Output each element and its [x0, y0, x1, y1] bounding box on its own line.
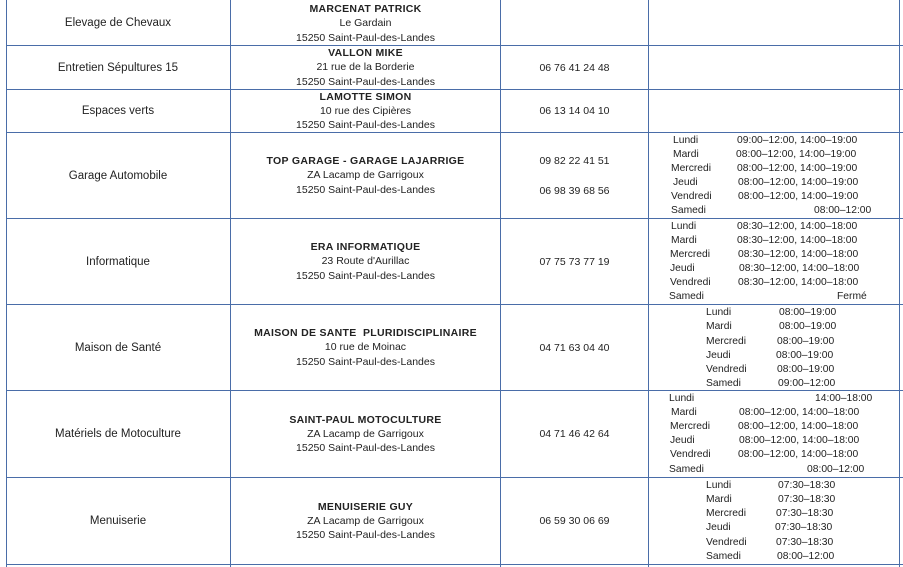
- hours-time: 14:00–18:00: [815, 393, 873, 404]
- hours-day: Samedi: [669, 291, 704, 302]
- business-cell: [231, 133, 500, 218]
- hours-day: Vendredi: [670, 449, 711, 460]
- hours-time: 08:00–12:00, 14:00–19:00: [738, 191, 859, 202]
- hours-day: Samedi: [706, 551, 741, 562]
- hours-day: Mercredi: [670, 421, 711, 432]
- business-name: MARCENAT PATRICK: [309, 3, 422, 15]
- hours-day: Mardi: [671, 235, 697, 246]
- business-name: LAMOTTE SIMON: [319, 90, 412, 103]
- category-cell: Espaces verts: [81, 105, 155, 117]
- phone-cell: [501, 478, 648, 564]
- business-postcode: 15250 Saint-Paul-des-Landes: [296, 529, 435, 542]
- phone-number[interactable]: 07 75 73 77 19: [539, 255, 610, 268]
- phone-cell: [501, 391, 648, 477]
- hours-day: Mardi: [706, 321, 732, 332]
- phone-cell: [501, 219, 648, 304]
- business-cell: [231, 478, 500, 564]
- hours-time: 08:00–19:00: [779, 307, 837, 318]
- hours-day: Samedi: [669, 464, 704, 475]
- category-cell: Garage Automobile: [68, 169, 168, 182]
- hours-time: 09:00–12:00: [778, 378, 836, 389]
- hours-time: 08:00–12:00, 14:00–19:00: [736, 149, 857, 160]
- hours-time: 08:00–12:00: [777, 551, 835, 562]
- hours-time: 08:30–12:00, 14:00–18:00: [738, 249, 859, 260]
- business-cell: [231, 90, 500, 132]
- hours-day: Jeudi: [706, 350, 731, 361]
- business-address: 23 Route d'Aurillac: [321, 255, 410, 268]
- category-cell: Matériels de Motoculture: [55, 428, 181, 440]
- category-cell: Menuiserie: [89, 515, 147, 527]
- business-cell: [231, 219, 500, 304]
- category-cell: Maison de Santé: [74, 341, 162, 354]
- opening-hours: [649, 220, 899, 304]
- business-postcode: 15250 Saint-Paul-des-Landes: [296, 269, 435, 282]
- category-cell: Informatique: [86, 255, 150, 268]
- business-name: VALLON MIKE: [328, 47, 403, 60]
- hours-day: Samedi: [706, 378, 741, 389]
- hours-time: 08:00–19:00: [776, 350, 834, 361]
- hours-day: Vendredi: [706, 364, 747, 375]
- table-row: [0, 46, 903, 89]
- phone-number[interactable]: 06 59 30 06 69: [539, 515, 610, 527]
- hours-day: Mercredi: [670, 249, 711, 260]
- business-address: 10 rue des Cipières: [319, 104, 412, 117]
- hours-day: Mercredi: [706, 336, 747, 347]
- category-cell: Entretien Sépultures 15: [57, 61, 179, 74]
- business-postcode: 15250 Saint-Paul-des-Landes: [296, 355, 435, 368]
- hours-day: Jeudi: [670, 435, 695, 446]
- business-postcode: 15250 Saint-Paul-des-Landes: [296, 119, 435, 132]
- hours-time: 09:00–12:00, 14:00–19:00: [737, 135, 858, 146]
- phone-cell: [501, 46, 648, 89]
- hours-time: 08:00–12:00, 14:00–19:00: [737, 163, 858, 174]
- hours-time: 07:30–18:30: [776, 537, 834, 548]
- hours-day: Jeudi: [706, 522, 731, 533]
- business-name: ERA INFORMATIQUE: [310, 241, 421, 254]
- opening-hours: [649, 479, 899, 564]
- business-name: SAINT-PAUL MOTOCULTURE: [289, 413, 442, 426]
- phone-number[interactable]: 04 71 46 42 64: [539, 428, 610, 440]
- opening-hours: [649, 392, 899, 477]
- table-row: [0, 0, 903, 45]
- hours-day: Mardi: [671, 407, 697, 418]
- hours-day: Jeudi: [673, 177, 698, 188]
- table-row: [0, 305, 903, 390]
- phone-number-secondary[interactable]: 06 98 39 68 56: [539, 184, 610, 197]
- hours-time: 08:00–12:00: [814, 205, 872, 216]
- hours-time: 08:00–19:00: [777, 364, 835, 375]
- hours-time: 08:00–12:00, 14:00–18:00: [739, 407, 860, 418]
- opening-hours: [649, 306, 899, 390]
- hours-day: Mardi: [673, 149, 699, 160]
- hours-day: Mercredi: [671, 163, 712, 174]
- table-row: [0, 219, 903, 304]
- category-cell: Elevage de Chevaux: [64, 16, 172, 29]
- business-address: ZA Lacamp de Garrigoux: [307, 169, 424, 182]
- phone-cell: [501, 133, 648, 218]
- hours-time: Fermé: [837, 291, 867, 302]
- hours-day: Vendredi: [670, 277, 711, 288]
- hours-day: Vendredi: [671, 191, 712, 202]
- hours-time: 08:30–12:00, 14:00–18:00: [739, 263, 860, 274]
- phone-number[interactable]: 06 13 14 04 10: [539, 105, 610, 117]
- hours-time: 08:00–12:00, 14:00–18:00: [739, 435, 860, 446]
- hours-day: Lundi: [706, 307, 732, 318]
- phone-number[interactable]: 06 76 41 24 48: [539, 61, 610, 74]
- business-name: TOP GARAGE - GARAGE LAJARRIGE: [266, 155, 465, 168]
- hours-time: 08:00–12:00, 14:00–19:00: [738, 177, 859, 188]
- table-row: [0, 478, 903, 564]
- phone-number[interactable]: 09 82 22 41 51: [539, 154, 610, 167]
- phone-cell: [501, 90, 648, 132]
- business-name: MENUISERIE GUY: [317, 500, 414, 513]
- business-name: MAISON DE SANTE PLURIDISCIPLINAIRE: [254, 327, 477, 340]
- business-postcode: 15250 Saint-Paul-des-Landes: [296, 75, 435, 88]
- hours-time: 08:00–12:00, 14:00–18:00: [738, 449, 859, 460]
- hours-time: 08:30–12:00, 14:00–18:00: [737, 221, 858, 232]
- hours-time: 08:30–12:00, 14:00–18:00: [738, 277, 859, 288]
- table-row: [0, 90, 903, 132]
- hours-day: Lundi: [706, 480, 732, 491]
- hours-time: 08:00–19:00: [779, 321, 837, 332]
- business-address: Le Gardain: [339, 17, 392, 30]
- hours-time: 08:00–12:00: [807, 464, 865, 475]
- business-address: ZA Lacamp de Garrigoux: [307, 514, 424, 527]
- row-divider: [6, 564, 903, 565]
- table-row: [0, 133, 903, 218]
- hours-day: Mardi: [706, 494, 732, 505]
- hours-day: Jeudi: [670, 263, 695, 274]
- hours-time: 07:30–18:30: [778, 480, 836, 491]
- hours-time: 07:30–18:30: [778, 494, 836, 505]
- hours-time: 08:00–19:00: [777, 336, 835, 347]
- hours-day: Lundi: [671, 221, 697, 232]
- hours-day: Mercredi: [706, 508, 747, 519]
- business-address: ZA Lacamp de Garrigoux: [307, 427, 424, 440]
- hours-time: 08:00–12:00, 14:00–18:00: [738, 421, 859, 432]
- hours-time: 07:30–18:30: [775, 522, 833, 533]
- business-cell: [231, 305, 500, 390]
- hours-time: 08:30–12:00, 14:00–18:00: [737, 235, 858, 246]
- hours-time: 07:30–18:30: [776, 508, 834, 519]
- phone-number[interactable]: 04 71 63 04 40: [539, 341, 610, 354]
- hours-day: Lundi: [669, 393, 695, 404]
- hours-day: Samedi: [671, 205, 706, 216]
- business-cell: [231, 2, 500, 45]
- business-cell: [231, 391, 500, 477]
- business-postcode: 15250 Saint-Paul-des-Landes: [296, 31, 435, 44]
- business-postcode: 15250 Saint-Paul-des-Landes: [296, 183, 435, 196]
- opening-hours: [649, 134, 899, 218]
- hours-day: Lundi: [673, 135, 699, 146]
- table-row: [0, 391, 903, 477]
- business-cell: [231, 46, 500, 89]
- business-postcode: 15250 Saint-Paul-des-Landes: [296, 442, 435, 455]
- hours-day: Vendredi: [706, 537, 747, 548]
- business-address: 21 rue de la Borderie: [316, 61, 415, 74]
- business-address: 10 rue de Moinac: [324, 341, 407, 354]
- phone-cell: [501, 305, 648, 390]
